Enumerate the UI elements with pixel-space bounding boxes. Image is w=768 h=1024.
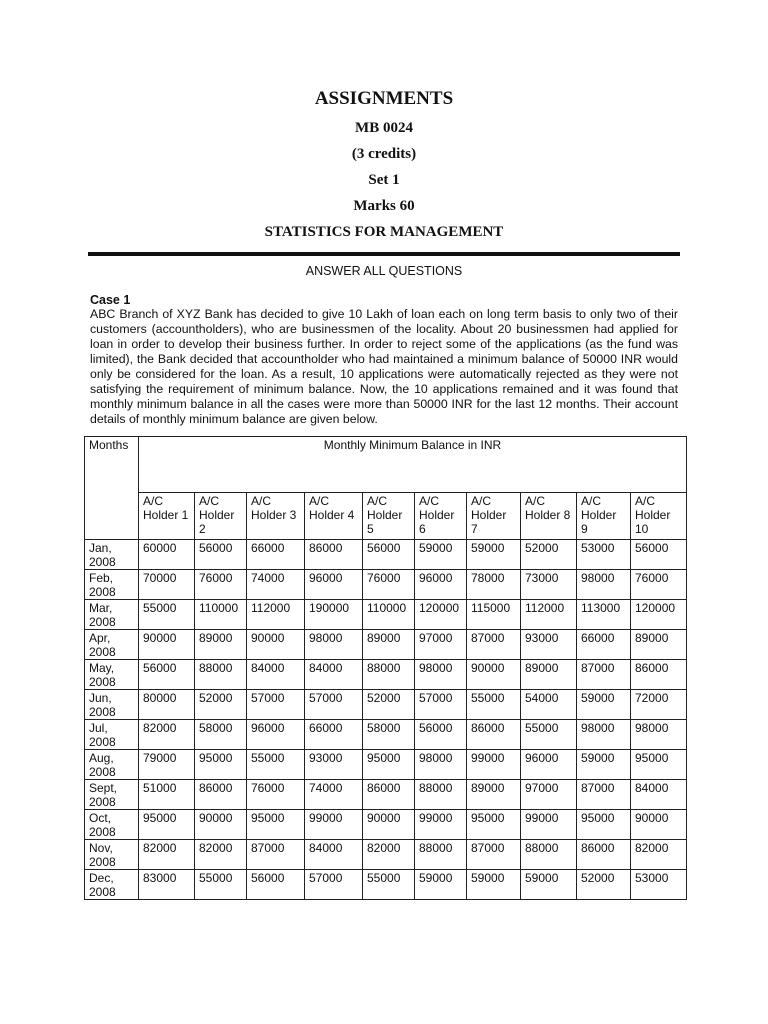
balance-cell: 98000	[415, 750, 467, 780]
balance-cell: 74000	[247, 570, 305, 600]
table-row	[85, 750, 687, 780]
table-row	[85, 600, 687, 630]
balance-cell: 95000	[577, 810, 631, 840]
balance-cell: 90000	[467, 660, 521, 690]
column-header: A/C Holder 7	[467, 493, 521, 540]
balance-cell: 112000	[247, 600, 305, 630]
column-header: A/C Holder 8	[521, 493, 577, 540]
row-month: Nov, 2008	[85, 840, 139, 870]
table-row	[85, 810, 687, 840]
row-month: Sept, 2008	[85, 780, 139, 810]
balance-cell: 56000	[247, 870, 305, 900]
balance-cell: 57000	[305, 690, 363, 720]
balance-cell: 80000	[139, 690, 195, 720]
row-month: Jul, 2008	[85, 720, 139, 750]
row-month: Apr, 2008	[85, 630, 139, 660]
balance-table	[84, 436, 687, 900]
balance-cell: 89000	[363, 630, 415, 660]
balance-cell: 55000	[363, 870, 415, 900]
balance-cell: 82000	[631, 840, 687, 870]
balance-cell: 76000	[195, 570, 247, 600]
balance-cell: 82000	[139, 840, 195, 870]
assignment-marks: Marks 60	[353, 198, 415, 214]
balance-cell: 57000	[305, 870, 363, 900]
balance-cell: 82000	[363, 840, 415, 870]
balance-cell: 76000	[631, 570, 687, 600]
table-row	[85, 570, 687, 600]
balance-cell: 93000	[521, 630, 577, 660]
balance-cell: 90000	[363, 810, 415, 840]
column-header: A/C Holder 2	[195, 493, 247, 540]
assignment-set: Set 1	[368, 172, 400, 188]
balance-cell: 88000	[521, 840, 577, 870]
balance-cell: 66000	[577, 630, 631, 660]
header-divider	[88, 252, 680, 256]
balance-cell: 98000	[577, 570, 631, 600]
balance-cell: 76000	[247, 780, 305, 810]
balance-cell: 97000	[415, 630, 467, 660]
table-row	[85, 870, 687, 900]
balance-cell: 87000	[247, 840, 305, 870]
balance-cell: 82000	[195, 840, 247, 870]
balance-cell: 59000	[415, 870, 467, 900]
balance-cell: 110000	[363, 600, 415, 630]
row-month: Dec, 2008	[85, 870, 139, 900]
balance-cell: 84000	[305, 840, 363, 870]
balance-cell: 99000	[521, 810, 577, 840]
course-code: MB 0024	[355, 120, 413, 136]
row-month: Jan, 2008	[85, 540, 139, 570]
balance-cell: 89000	[521, 660, 577, 690]
balance-cell: 79000	[139, 750, 195, 780]
balance-cell: 66000	[305, 720, 363, 750]
balance-cell: 52000	[195, 690, 247, 720]
table-row	[85, 660, 687, 690]
balance-cell: 57000	[415, 690, 467, 720]
balance-cell: 84000	[631, 780, 687, 810]
balance-cell: 113000	[577, 600, 631, 630]
balance-cell: 98000	[577, 720, 631, 750]
balance-cell: 98000	[415, 660, 467, 690]
balance-cell: 87000	[577, 660, 631, 690]
balance-cell: 96000	[247, 720, 305, 750]
instruction-text: ANSWER ALL QUESTIONS	[305, 264, 463, 278]
balance-cell: 55000	[195, 870, 247, 900]
balance-cell: 52000	[521, 540, 577, 570]
balance-cell: 95000	[139, 810, 195, 840]
balance-cell: 89000	[467, 780, 521, 810]
column-header: A/C Holder 6	[415, 493, 467, 540]
balance-cell: 90000	[247, 630, 305, 660]
balance-cell: 87000	[577, 780, 631, 810]
row-month: Oct, 2008	[85, 810, 139, 840]
balance-cell: 93000	[305, 750, 363, 780]
balance-cell: 70000	[139, 570, 195, 600]
table-row	[85, 840, 687, 870]
balance-cell: 60000	[139, 540, 195, 570]
column-header: A/C Holder 3	[247, 493, 305, 540]
balance-cell: 87000	[467, 840, 521, 870]
balance-cell: 59000	[415, 540, 467, 570]
balance-cell: 99000	[415, 810, 467, 840]
balance-cell: 115000	[467, 600, 521, 630]
balance-cell: 120000	[415, 600, 467, 630]
row-month: Aug, 2008	[85, 750, 139, 780]
balance-cell: 86000	[305, 540, 363, 570]
balance-cell: 112000	[521, 600, 577, 630]
balance-cell: 110000	[195, 600, 247, 630]
column-header: A/C Holder 4	[305, 493, 363, 540]
table-header-row	[85, 493, 687, 540]
balance-cell: 58000	[195, 720, 247, 750]
balance-cell: 55000	[247, 750, 305, 780]
balance-cell: 120000	[631, 600, 687, 630]
course-credits: (3 credits)	[351, 146, 417, 162]
balance-cell: 88000	[415, 780, 467, 810]
table-body	[85, 540, 687, 900]
balance-cell: 96000	[415, 570, 467, 600]
balance-cell: 55000	[467, 690, 521, 720]
balance-cell: 88000	[195, 660, 247, 690]
row-month: May, 2008	[85, 660, 139, 690]
table-row	[85, 540, 687, 570]
balance-cell: 89000	[631, 630, 687, 660]
balance-cell: 87000	[467, 630, 521, 660]
table-row	[85, 780, 687, 810]
balance-cell: 99000	[305, 810, 363, 840]
balance-cell: 83000	[139, 870, 195, 900]
column-header: A/C Holder 10	[631, 493, 687, 540]
balance-cell: 59000	[467, 540, 521, 570]
balance-cell: 88000	[363, 660, 415, 690]
balance-cell: 99000	[467, 750, 521, 780]
balance-cell: 78000	[467, 570, 521, 600]
balance-cell: 95000	[467, 810, 521, 840]
balance-cell: 84000	[247, 660, 305, 690]
balance-cell: 52000	[363, 690, 415, 720]
balance-cell: 53000	[577, 540, 631, 570]
balance-cell: 53000	[631, 870, 687, 900]
course-subject: STATISTICS FOR MANAGEMENT	[264, 224, 504, 240]
balance-cell: 86000	[363, 780, 415, 810]
balance-cell: 86000	[577, 840, 631, 870]
row-month: Mar, 2008	[85, 600, 139, 630]
balance-cell: 56000	[631, 540, 687, 570]
balance-cell: 96000	[305, 570, 363, 600]
balance-cell: 95000	[363, 750, 415, 780]
balance-cell: 89000	[195, 630, 247, 660]
balance-cell: 54000	[521, 690, 577, 720]
column-header: A/C Holder 1	[139, 493, 195, 540]
balance-cell: 56000	[139, 660, 195, 690]
balance-cell: 76000	[363, 570, 415, 600]
case-title: Case 1	[90, 293, 131, 307]
column-header: A/C Holder 5	[363, 493, 415, 540]
balance-cell: 98000	[305, 630, 363, 660]
balance-cell: 73000	[521, 570, 577, 600]
balance-cell: 58000	[363, 720, 415, 750]
balance-cell: 86000	[631, 660, 687, 690]
balance-cell: 55000	[139, 600, 195, 630]
assignment-title: ASSIGNMENTS	[314, 88, 454, 109]
balance-cell: 52000	[577, 870, 631, 900]
balance-cell: 90000	[631, 810, 687, 840]
balance-cell: 88000	[415, 840, 467, 870]
balance-cell: 90000	[195, 810, 247, 840]
table-title: Monthly Minimum Balance in INR	[139, 437, 687, 493]
balance-cell: 59000	[577, 750, 631, 780]
balance-cell: 59000	[467, 870, 521, 900]
balance-cell: 98000	[631, 720, 687, 750]
balance-cell: 59000	[577, 690, 631, 720]
row-month: Jun, 2008	[85, 690, 139, 720]
row-month: Feb, 2008	[85, 570, 139, 600]
balance-cell: 97000	[521, 780, 577, 810]
column-header: A/C Holder 9	[577, 493, 631, 540]
balance-cell: 86000	[467, 720, 521, 750]
balance-cell: 95000	[247, 810, 305, 840]
balance-cell: 84000	[305, 660, 363, 690]
balance-cell: 66000	[247, 540, 305, 570]
balance-cell: 74000	[305, 780, 363, 810]
balance-cell: 55000	[521, 720, 577, 750]
balance-cell: 86000	[195, 780, 247, 810]
table-row	[85, 630, 687, 660]
table-row	[85, 690, 687, 720]
balance-cell: 90000	[139, 630, 195, 660]
balance-cell: 82000	[139, 720, 195, 750]
balance-cell: 56000	[195, 540, 247, 570]
balance-cell: 56000	[363, 540, 415, 570]
balance-cell: 51000	[139, 780, 195, 810]
balance-cell: 59000	[521, 870, 577, 900]
balance-cell: 95000	[195, 750, 247, 780]
balance-cell: 95000	[631, 750, 687, 780]
balance-cell: 56000	[415, 720, 467, 750]
table-row	[85, 720, 687, 750]
table-corner-label: Months	[85, 437, 139, 540]
case-description: ABC Branch of XYZ Bank has decided to give 10 Lakh of loan each on long term basis to only two of their customers (accountholders), who are businessmen of the locality. About 20 businessmen had applied for loan in order to develop their business further. In order to reject some of the applications (as the fund was limited), the Bank decided that accountholder who had maintained a minimum balance of 50000 INR would only be considered for the loan. As a result, 10 applications were automatically rejected as they were not satisfying the requirement of minimum balance. Now, the 10 applications remained and it was found that monthly minimum balance in all the cases were more than 50000 INR for the last 12 months. Their account details of monthly minimum balance are given below.	[90, 307, 678, 426]
balance-cell: 72000	[631, 690, 687, 720]
balance-cell: 190000	[305, 600, 363, 630]
balance-cell: 96000	[521, 750, 577, 780]
balance-cell: 57000	[247, 690, 305, 720]
